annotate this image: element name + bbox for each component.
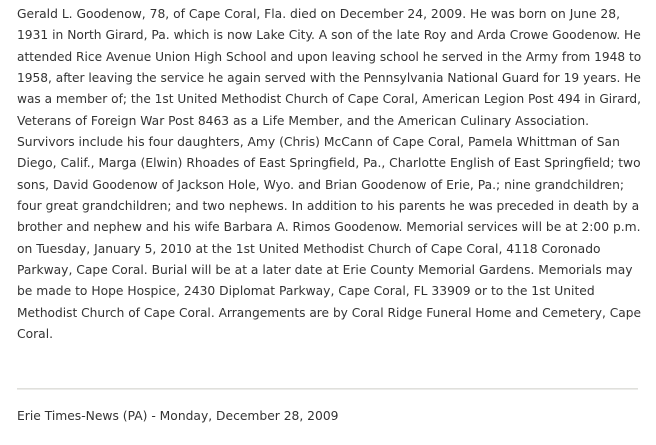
obituary-line: be made to Hope Hospice, 2430 Diplomat Parkway, Cape Coral, FL 33909 or to the 1st United [17,284,595,299]
obituary-line: Veterans of Foreign War Post 8463 as a Life Member, and the American Culinary Association. [17,113,590,128]
obituary-line: 1931 in North Girard, Pa. which is now Lake City. A son of the late Roy and Arda Crowe Goodenow. He [17,28,641,43]
obituary-line: sons, David Goodenow of Jackson Hole, Wyo. and Brian Goodenow of Erie, Pa.; nine grandchildren; [17,177,625,192]
obituary-text [17,4,641,346]
obituary-line: brother and nephew and his wife Barbara A. Rimos Goodenow. Memorial services will be at 2:00 p.m. [17,220,641,235]
obituary-line: Coral. [17,327,54,342]
obituary-line: Survivors include his four daughters, Amy (Chris) McCann of Cape Coral, Pamela Whittman of San [17,135,620,150]
obituary-line: Diego, Calif., Marga (Elwin) Rhoades of East Springfield, Pa., Charlotte English of East Springfield; two [17,156,641,171]
obituary-line: attended Rice Avenue Union High School and upon leaving school he served in the Army from 1948 to [17,49,642,64]
obituary-line: four great grandchildren; and two nephews. In addition to his parents he was preceded in death by a [17,199,640,214]
obituary-line: Gerald L. Goodenow, 78, of Cape Coral, Fla. died on December 24, 2009. He was born on June 28, [17,7,620,21]
obituary-line: Parkway, Cape Coral. Burial will be at a later date at Erie County Memorial Gardens. Memorials may [17,263,633,278]
publication-source: Erie Times-News (PA) - Monday, December 28, 2009 [17,409,339,423]
obituary-line: on Tuesday, January 5, 2010 at the 1st United Methodist Church of Cape Coral, 4118 Coronado [17,241,601,256]
section-divider [17,388,638,390]
obituary-line: Methodist Church of Cape Coral. Arrangements are by Coral Ridge Funeral Home and Cemetery, Cape [17,305,641,320]
obituary-line: was a member of; the 1st United Methodist Church of Cape Coral, American Legion Post 494 in Girard, [17,92,641,107]
obituary-line: 1958, after leaving the service he again served with the Pennsylvania National Guard for 19 years. He [17,71,641,86]
